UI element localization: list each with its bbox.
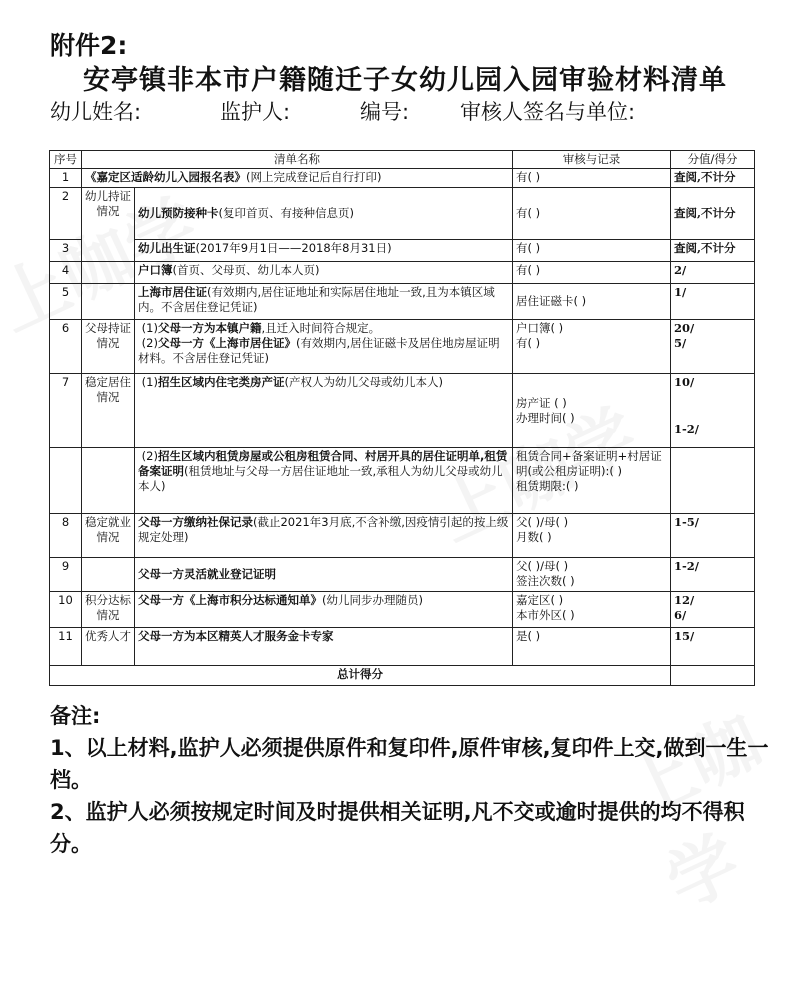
row-score: 1/	[671, 284, 755, 320]
record-line: 租赁期限:( )	[516, 479, 579, 493]
item-line	[138, 321, 509, 336]
score-line: 10/	[674, 375, 695, 389]
item-bold: 户口簿	[138, 263, 173, 277]
total-score	[671, 666, 755, 686]
row-category: 稳定就业情况	[82, 514, 135, 558]
table-row	[50, 514, 755, 558]
item-bold: 父母一方《上海市积分达标通知单》	[138, 593, 322, 607]
number-label: 编号:	[360, 100, 410, 124]
row-category	[82, 558, 135, 592]
row-score	[671, 592, 755, 628]
reviewer-label: 审核人签名与单位:	[460, 100, 636, 124]
item-bold: 上海市居住证	[138, 285, 207, 299]
table-row	[50, 448, 755, 514]
row-record: 居住证磁卡( )	[513, 284, 671, 320]
row-item	[135, 284, 513, 320]
row-no: 7	[50, 374, 82, 448]
item-bold: 幼儿出生证	[138, 241, 196, 255]
row-category: 优秀人才	[82, 628, 135, 666]
item-bold: 招生区域内住宅类房产证	[157, 375, 285, 389]
item-bold: 《嘉定区适龄幼儿入园报名表》	[85, 170, 246, 184]
item-index: (1)	[141, 321, 158, 335]
row-item	[135, 320, 513, 374]
page-title: 安亭镇非本市户籍随迁子女幼儿园入园审验材料清单	[83, 65, 727, 96]
record-line: 房产证 ( )	[516, 395, 567, 410]
checklist-table	[49, 150, 755, 686]
row-record: 有( )	[513, 262, 671, 284]
row-score: 查阅,不计分	[671, 240, 755, 262]
row-score	[671, 448, 755, 514]
table-row	[50, 262, 755, 284]
item-bold: 父母一方为本区精英人才服务金卡专家	[138, 629, 334, 643]
record-line: 本市外区( )	[516, 608, 575, 622]
row-item	[135, 558, 513, 592]
record-line: 签注次数( )	[516, 574, 575, 588]
row-record: 有( )	[513, 188, 671, 240]
record-line: 父( )/母( )	[516, 559, 569, 573]
record-line: 户口簿( )	[516, 321, 564, 335]
item-note: ,且迁入时间符合规定。	[261, 321, 381, 335]
item-note: (幼儿同步办理随员)	[322, 593, 423, 607]
row-item	[135, 514, 513, 558]
row-no: 11	[50, 628, 82, 666]
item-bold: 父母一方《上海市居住证》	[157, 336, 296, 350]
table-row	[50, 628, 755, 666]
item-bold: 招生区域内租赁房屋或公租房租赁合同、村居开具的居住证明单,租赁备案证明	[138, 449, 508, 478]
row-item	[135, 448, 513, 514]
notes-title: 备注:	[50, 704, 101, 728]
table-row	[50, 240, 755, 262]
row-score	[671, 320, 755, 374]
item-note: (2017年9月1日——2018年8月31日)	[195, 241, 392, 255]
score-line: 12/	[674, 593, 695, 607]
note-item: 1、以上材料,监护人必须提供原件和复印件,原件审核,复印件上交,做到一生一档。	[50, 736, 769, 792]
item-index: (2)	[141, 449, 158, 463]
table-row	[50, 188, 755, 240]
row-record	[513, 320, 671, 374]
row-item	[135, 188, 513, 240]
row-score: 2/	[671, 262, 755, 284]
score-line: 5/	[674, 336, 687, 350]
notes-section	[50, 700, 770, 860]
row-score: 1-2/	[671, 558, 755, 592]
row-record	[513, 514, 671, 558]
score-line: 20/	[674, 321, 695, 335]
row-score: 15/	[671, 628, 755, 666]
row-no: 6	[50, 320, 82, 374]
row-item	[135, 628, 513, 666]
guardian-label: 监护人:	[220, 100, 291, 124]
table-row	[50, 169, 755, 188]
table-row	[50, 374, 755, 448]
row-category: 积分达标情况	[82, 592, 135, 628]
item-bold: 幼儿预防接种卡	[138, 206, 219, 220]
row-score: 查阅,不计分	[671, 169, 755, 188]
row-record: 有( )	[513, 169, 671, 188]
item-bold: 父母一方缴纳社保记录	[138, 515, 253, 529]
item-index: (2)	[141, 336, 158, 350]
row-record: 有( )	[513, 240, 671, 262]
col-header-no: 序号	[50, 151, 82, 169]
row-no: 1	[50, 169, 82, 188]
table-row	[50, 284, 755, 320]
row-no: 3	[50, 240, 82, 262]
score-line: 1-2/	[674, 422, 699, 436]
row-no: 10	[50, 592, 82, 628]
col-header-score: 分值/得分	[671, 151, 755, 169]
item-note: (复印首页、有接种信息页)	[218, 206, 354, 220]
row-no: 9	[50, 558, 82, 592]
row-item	[82, 169, 513, 188]
row-category: 父母持证情况	[82, 320, 135, 374]
row-score: 查阅,不计分	[671, 188, 755, 240]
item-note: (首页、父母页、幼儿本人页)	[172, 263, 320, 277]
row-record	[513, 448, 671, 514]
row-item	[135, 374, 513, 448]
row-no: 8	[50, 514, 82, 558]
row-no	[50, 448, 82, 514]
row-category: 幼儿持证情况	[82, 188, 135, 262]
table-header-row	[50, 151, 755, 169]
item-bold: 父母一方灵活就业登记证明	[138, 567, 276, 581]
item-note: (网上完成登记后自行打印)	[246, 170, 382, 184]
total-row	[50, 666, 755, 686]
note-item: 2、监护人必须按规定时间及时提供相关证明,凡不交或逾时提供的均不得积分。	[50, 800, 745, 856]
row-no: 4	[50, 262, 82, 284]
item-note: (产权人为幼儿父母或幼儿本人)	[284, 375, 443, 389]
item-bold: 父母一方为本镇户籍	[157, 321, 262, 335]
item-note: (截止2021年3月底,不含补缴,因疫情引起的按上级规定处理)	[138, 515, 509, 544]
row-item	[135, 262, 513, 284]
item-note: (有效期内,居住证地址和实际居住地址一致,且为本镇区域内。不含居住登记凭证)	[138, 285, 495, 314]
item-note: (租赁地址与父母一方居住证地址一致,承租人为幼儿父母或幼儿本人)	[138, 464, 503, 493]
row-item	[135, 240, 513, 262]
row-record	[513, 558, 671, 592]
total-label: 总计得分	[50, 666, 671, 686]
item-note: (有效期内,居住证磁卡及居住地房屋证明材料。不含居住登记凭证)	[138, 336, 500, 365]
row-record: 是( )	[513, 628, 671, 666]
row-category	[82, 284, 135, 320]
row-no: 5	[50, 284, 82, 320]
table-row	[50, 558, 755, 592]
col-header-name: 清单名称	[82, 151, 513, 169]
record-line: 月数( )	[516, 530, 552, 544]
item-index: (1)	[141, 375, 158, 389]
record-line: 嘉定区( )	[516, 593, 564, 607]
table-row	[50, 592, 755, 628]
col-header-record: 审核与记录	[513, 151, 671, 169]
row-no: 2	[50, 188, 82, 240]
child-name-label: 幼儿姓名:	[50, 100, 142, 124]
score-line: 6/	[674, 608, 687, 622]
attachment-label: 附件2:	[50, 31, 128, 60]
row-score: 1-5/	[671, 514, 755, 558]
row-score	[671, 374, 755, 448]
record-line: 租赁合同+备案证明+村居证明(或公租房证明):( )	[516, 449, 662, 478]
record-line: 父( )/母( )	[516, 515, 569, 529]
item-line	[138, 336, 509, 366]
row-category	[82, 262, 135, 284]
row-category: 稳定居住情况	[82, 374, 135, 448]
row-category	[82, 448, 135, 514]
table-row	[50, 320, 755, 374]
record-line: 有( )	[516, 336, 541, 350]
row-record	[513, 592, 671, 628]
row-item	[135, 592, 513, 628]
record-line: 办理时间( )	[516, 410, 575, 425]
row-record	[513, 374, 671, 448]
